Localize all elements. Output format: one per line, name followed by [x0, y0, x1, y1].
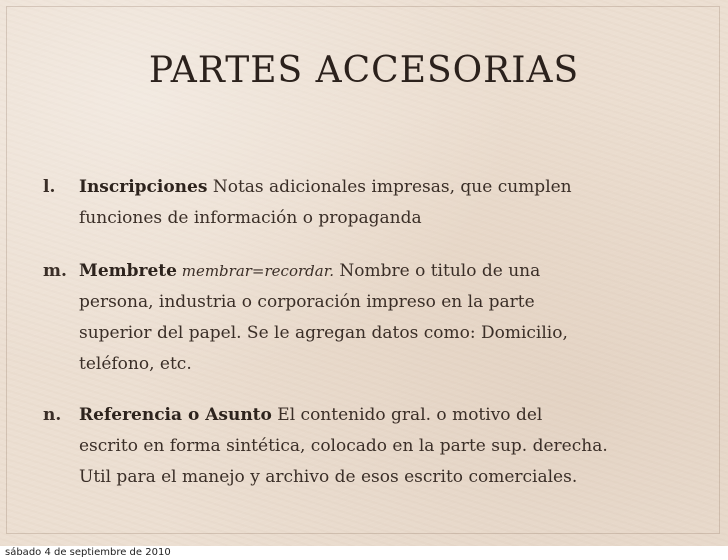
footer-date: sábado 4 de septiembre de 2010	[5, 547, 171, 558]
etymology-note: membrar=recordar.	[176, 262, 334, 280]
definition-text: Nombre o titulo de una	[333, 261, 541, 281]
definition-text: persona, industria o corporación impreso en la parte	[79, 292, 535, 312]
definition-text: teléfono, etc.	[79, 354, 192, 374]
definition-text: funciones de información o propaganda	[79, 208, 422, 228]
list-marker: l.	[43, 177, 56, 197]
slide-title: PARTES ACCESORIAS	[148, 50, 580, 91]
definition-text: El contenido gral. o motivo del	[271, 405, 543, 425]
list-item-line	[79, 400, 703, 431]
list-marker: m.	[43, 261, 67, 281]
term-inscripciones: Inscripciones	[79, 177, 208, 197]
list-item-body	[43, 256, 703, 380]
term-membrete: Membrete	[79, 261, 177, 281]
definition-text: Notas adicionales impresas, que cumplen	[207, 177, 572, 197]
definition-text: escrito en forma sintética, colocado en la parte sup. derecha.	[79, 436, 608, 456]
list-item-body	[43, 400, 703, 493]
definition-text: Util para el manejo y archivo de esos escrito comerciales.	[79, 467, 578, 487]
list-item-membrete	[43, 256, 703, 380]
list-item-referencia	[43, 400, 703, 493]
list-item-line	[79, 256, 703, 287]
definition-text: superior del papel. Se le agregan datos como: Domicilio,	[79, 323, 568, 343]
list-item-line	[79, 172, 703, 203]
list-item-inscripciones	[43, 172, 703, 234]
list-marker: n.	[43, 405, 62, 425]
term-referencia: Referencia o Asunto	[79, 405, 272, 425]
list-item-body	[43, 172, 703, 234]
